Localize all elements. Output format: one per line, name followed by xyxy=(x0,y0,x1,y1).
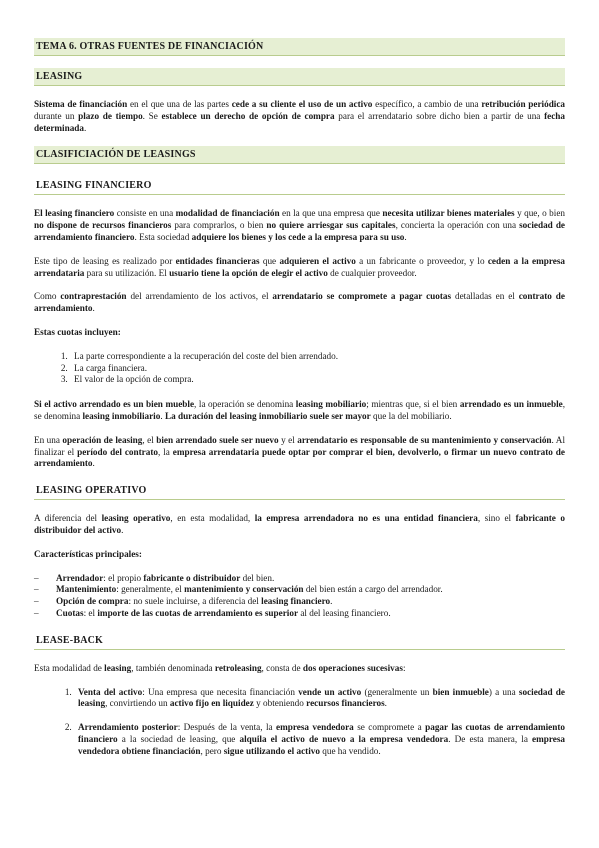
list-item: – Opción de compra: no suele incluirse, a diferencia del leasing financiero. xyxy=(34,596,565,608)
financiero-paragraph-4: Si el activo arrendado es un bien mueble, la operación se denomina leasing mobiliario; mientras que, si el bien arrendado es un inmueble, se denomina leasing inmobiliario. La duración del leasing inmobiliario suele ser mayor que la del mobiliario. xyxy=(34,399,566,421)
operativo-paragraph-1: A diferencia del leasing operativo, en esta modalidad, la empresa arrendadora no es una entidad financiera, sino el fabricante o distribuidor del activo. xyxy=(34,513,565,535)
leaseback-operations-list xyxy=(34,687,565,758)
list-item: – Arrendador: el propio fabricante o distribuidor del bien. xyxy=(34,573,565,585)
list-item: 1. Venta del activo: Una empresa que necesita financiación vende un activo (generalmente un bien inmueble) a una sociedad de leasing, convirtiendo un activo fijo en liquidez y obteniendo recursos financieros. xyxy=(74,687,565,711)
financiero-paragraph-3: Como contraprestación del arrendamiento de los activos, el arrendatario se compromete a pagar cuotas detalladas en el contrato de arrendamiento. xyxy=(34,291,565,314)
document-title: TEMA 6. OTRAS FUENTES DE FINANCIACIÓN xyxy=(34,38,565,56)
leasing-definition-paragraph: Sistema de financiación en el que una de las partes cede a su cliente el uso de un activo específico, a cambio de una retribución periódica durante un plazo de tiempo. Se establece un derecho de opción de compra para el arrendatario sobre dicho bien a partir de una fecha determinada. xyxy=(34,99,566,133)
list-item: 2. La carga financiera. xyxy=(70,363,565,375)
section-heading-leasing: LEASING xyxy=(34,68,565,86)
list-item: 1. La parte correspondiente a la recuperación del coste del bien arrendado. xyxy=(70,351,565,363)
list-item: – Mantenimiento: generalmente, el mantenimiento y conservación del bien están a cargo del arrendador. xyxy=(34,584,565,596)
financiero-paragraph-5: En una operación de leasing, el bien arrendado suele ser nuevo y el arrendatario es responsable de su mantenimiento y conservación. Al finalizar el período del contrato, la empresa arrendataria puede optar por comprar el bien, devolverlo, o firmar un nuevo contrato de arrendamiento. xyxy=(34,434,565,469)
section-heading-clasificacion: CLASIFICIACIÓN DE LEASINGS xyxy=(34,146,565,164)
leaseback-paragraph-1: Esta modalidad de leasing, también denominada retroleasing, consta de dos operaciones sucesivas: xyxy=(34,662,406,673)
list-item: – Cuotas: el importe de las cuotas de arrendamiento es superior al del leasing financiero. xyxy=(34,608,565,620)
caracteristicas-label: Características principales: xyxy=(34,548,142,559)
subheading-leasing-financiero: LEASING FINANCIERO xyxy=(34,177,565,195)
list-item: 2. Arrendamiento posterior: Después de la venta, la empresa vendedora se compromete a pagar las cuotas de arrendamiento financiero a la sociedad de leasing, que alquila el activo de nuevo a la empresa vendedora. De esta manera, la empresa vendedora obtiene financiación, pero sigue utilizando el activo que ha vendido. xyxy=(74,722,565,757)
cuotas-list xyxy=(34,351,565,386)
caracteristicas-list xyxy=(34,573,565,620)
financiero-paragraph-1: El leasing financiero consiste en una modalidad de financiación en la que una empresa que necesita utilizar bienes materiales y que, o bien no dispone de recursos financieros para comprarlos, o bien no quiere arriesgar sus capitales, concierta la operación con una sociedad de arrendamiento financiero. Esta sociedad adquiere los bienes y los cede a la empresa para su uso. xyxy=(34,208,566,242)
cuotas-label: Estas cuotas incluyen: xyxy=(34,326,121,337)
financiero-paragraph-2: Este tipo de leasing es realizado por entidades financieras que adquieren el activo a un fabricante o proveedor, y lo ceden a la empresa arrendataria para su utilización. El usuario tiene la opción de elegir el activo de cualquier proveedor. xyxy=(34,255,565,278)
list-item: 3. El valor de la opción de compra. xyxy=(70,374,565,386)
subheading-lease-back: LEASE-BACK xyxy=(34,632,565,650)
subheading-leasing-operativo: LEASING OPERATIVO xyxy=(34,482,565,500)
